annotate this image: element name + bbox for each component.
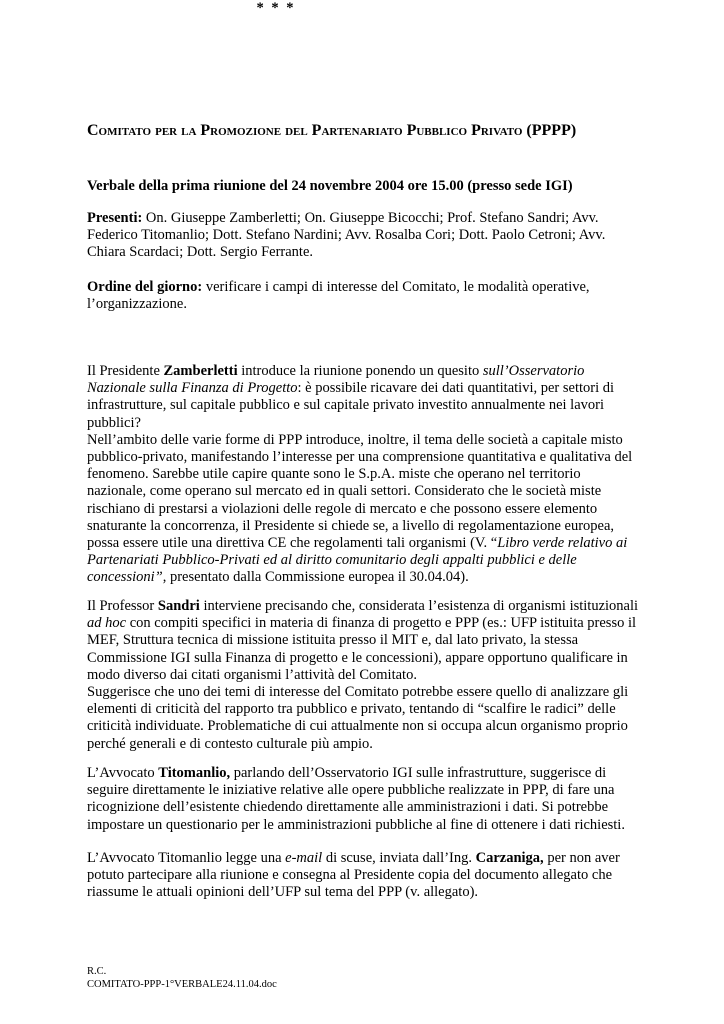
text-run: introduce la riunione ponendo un quesito <box>237 363 483 379</box>
text-run: , presentato dalla Commissione europea il 30.04.04). <box>162 569 469 586</box>
text-run: con compiti specifici in materia di finanza di progetto e PPP (es.: UFP istituita presso il MEF, Struttura tecnica di missione istituita presso il MIT e, dal lato privato, la stessa Commissione IGI sulla Finanza di progetto e le concessioni), appare opportuno qualificare in modo diverso dai citati organismi l’attività del Comitato. <box>87 615 637 683</box>
paragraph-carzaniga <box>87 850 639 902</box>
speaker-name: Carzaniga, <box>475 850 544 866</box>
footer-initials: R.C. <box>87 966 107 977</box>
paragraph-titomanlio <box>87 765 639 834</box>
paragraph-zamberletti <box>87 363 639 587</box>
attendees-paragraph <box>87 210 639 262</box>
agenda-label: Ordine del giorno: <box>87 279 203 295</box>
italic-run: sull’Osservatorio Nazionale sulla Finanza di Progetto <box>87 363 585 397</box>
text-run: Il Presidente <box>87 363 164 379</box>
document-title: Comitato per la Promozione del Partenariato Pubblico Privato (PPPP) <box>87 122 577 139</box>
text-run: : è possibile ricavare dei dati quantitativi, per settori di infrastrutture, sul capitale pubblico e sul capitale privato investito annualmente nei lavori pubblici? <box>87 380 615 431</box>
text-run: Il Professor <box>87 598 158 614</box>
text-run: per non aver potuto partecipare alla riunione e consegna al Presidente copia del documento allegato che riassume le attuali opinioni dell’UFP sul tema del PPP (v. allegato). <box>87 850 620 901</box>
text-run: Nell’ambito delle varie forme di PPP introduce, inoltre, il tema delle società a capitale misto pubblico-privato, manifestando l’interesse per una comprensione quantitativa e qualitativa del fenomeno. Sarebbe utile capire quante sono le S.p.A. miste che operano nel territorio nazionale, come operano sul mercato ed in quali settori. Considerato che le società miste rischiano di prestarsi a violazioni delle regole di mercato e che possono essere elemento snaturante la concorrenza, il Presidente si chiede se, a livello di regolamentazione europea, possa essere utile una direttiva CE che regolamenti tali organismi (V. “ <box>87 431 633 552</box>
text-run: Suggerisce che uno dei temi di interesse del Comitato potrebbe essere quello di analizzare gli elementi di criticità del rapporto tra pubblico e privato, tentando di “scalfire le radici” delle criticità individuate. Problematiche di cui attualmente non si occupa alcun organismo proprio perché generali e di contesto culturale più ampio. <box>87 684 629 752</box>
attendees-label: Presenti: <box>87 210 143 226</box>
text-run: parlando dell’Osservatorio IGI sulle infrastrutture, suggerisce di seguire direttamente le iniziative relative alle opere pubbliche realizzate in PPP, di fare una ricognizione dell’esistente chiedendo direttamente alle amministrazioni i dati. Si potrebbe impostare un questionario per le amministrazioni pubbliche al fine di ottenere i dati richiesti. <box>87 765 625 833</box>
speaker-name: Sandri <box>157 598 200 614</box>
document-footer <box>87 965 277 991</box>
footer-filename: COMITATO-PPP-1°VERBALE24.11.04.doc <box>87 979 277 990</box>
text-run: interviene precisando che, considerata l’esistenza di organismi istituzionali <box>199 598 639 614</box>
speaker-name: Titomanlio, <box>158 765 231 781</box>
speaker-name: Zamberletti <box>163 363 238 379</box>
italic-run: ad hoc <box>87 615 127 632</box>
paragraph-sandri <box>87 598 639 753</box>
text-run: di scuse, inviata dall’Ing. <box>322 850 476 866</box>
text-run: L’Avvocato <box>87 765 159 781</box>
italic-run: Libro verde relativo ai Partenariati Pubblico-Privati ed al diritto comunitario degli appalti pubblici e delle concessioni” <box>87 535 628 586</box>
attendees-list: On. Giuseppe Zamberletti; On. Giuseppe Bicocchi; Prof. Stefano Sandri; Avv. Federico Titomanlio; Dott. Stefano Nardini; Avv. Rosalba Cori; Dott. Paolo Cetroni; Avv. Chiara Scardaci; Dott. Sergio Ferrante. <box>87 210 606 261</box>
section-separator: * * * <box>256 0 296 16</box>
agenda-text: verificare i campi di interesse del Comitato, le modalità operative, l’organizzazione. <box>87 279 590 313</box>
agenda-paragraph <box>87 279 639 313</box>
italic-run: e-mail <box>285 850 323 866</box>
meeting-subtitle: Verbale della prima riunione del 24 novembre 2004 ore 15.00 (presso sede IGI) <box>87 178 573 194</box>
text-run: L’Avvocato Titomanlio legge una <box>87 850 286 866</box>
